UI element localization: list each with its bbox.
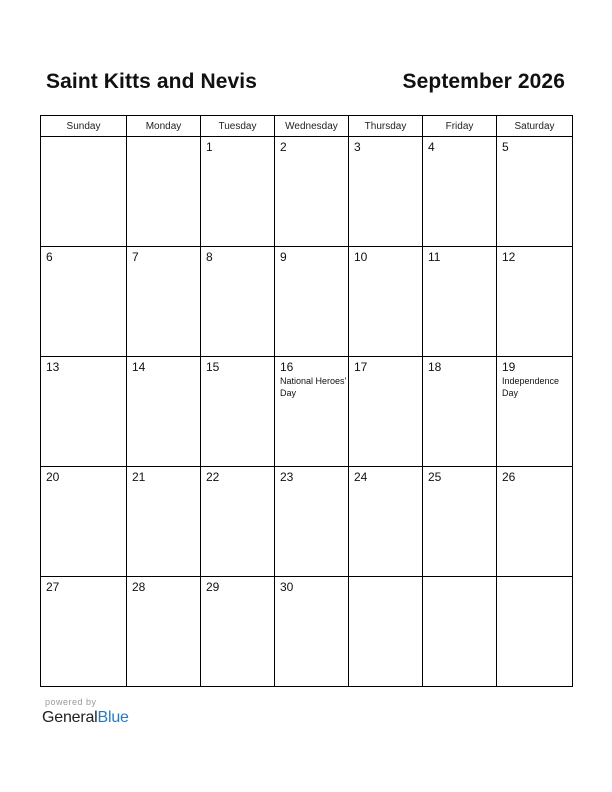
holiday-label: Independence Day <box>502 376 560 398</box>
week-row <box>41 357 573 467</box>
brand-general-text: General <box>42 709 98 726</box>
day-number: 17 <box>354 360 368 374</box>
day-number: 13 <box>46 360 60 374</box>
day-number <box>497 577 572 580</box>
day-cell <box>349 357 423 467</box>
day-number <box>349 577 422 580</box>
weekday-header: Saturday <box>497 116 573 137</box>
day-number: 26 <box>502 470 516 484</box>
day-number: 30 <box>280 580 294 594</box>
holiday-label: National Heroes’ Day <box>280 376 347 398</box>
day-number <box>41 137 126 140</box>
day-cell <box>127 247 201 357</box>
day-cell <box>275 357 349 467</box>
day-cell <box>275 137 349 247</box>
day-cell <box>349 137 423 247</box>
day-number: 4 <box>428 140 435 154</box>
day-cell <box>349 247 423 357</box>
day-cell <box>41 467 127 577</box>
day-number: 1 <box>206 140 213 154</box>
day-number: 2 <box>280 140 287 154</box>
day-cell <box>275 467 349 577</box>
day-cell <box>497 467 573 577</box>
day-cell <box>127 137 201 247</box>
day-number: 6 <box>46 250 53 264</box>
week-row <box>41 467 573 577</box>
day-number: 7 <box>132 250 139 264</box>
day-number: 24 <box>354 470 368 484</box>
day-cell <box>423 357 497 467</box>
day-number: 27 <box>46 580 60 594</box>
weekday-header: Tuesday <box>201 116 275 137</box>
day-cell <box>423 577 497 687</box>
week-row <box>41 247 573 357</box>
day-cell <box>423 247 497 357</box>
day-cell <box>127 577 201 687</box>
day-cell <box>349 577 423 687</box>
calendar-month-title: September 2026 <box>402 70 565 93</box>
day-number: 15 <box>206 360 220 374</box>
day-cell <box>275 577 349 687</box>
day-number: 16 <box>280 360 294 374</box>
day-number: 29 <box>206 580 220 594</box>
weekday-header: Monday <box>127 116 201 137</box>
day-number: 20 <box>46 470 60 484</box>
day-cell <box>41 577 127 687</box>
day-number: 19 <box>502 360 516 374</box>
weekday-header: Thursday <box>349 116 423 137</box>
day-number <box>127 137 200 140</box>
day-number: 9 <box>280 250 287 264</box>
day-cell <box>201 467 275 577</box>
day-cell <box>349 467 423 577</box>
day-cell <box>201 577 275 687</box>
brand-blue-text: Blue <box>97 709 129 726</box>
day-number <box>423 577 496 580</box>
day-cell <box>497 137 573 247</box>
day-cell <box>127 467 201 577</box>
weekday-header-row <box>41 116 573 137</box>
day-number: 14 <box>132 360 146 374</box>
day-cell <box>423 467 497 577</box>
day-cell <box>201 357 275 467</box>
day-number: 23 <box>280 470 294 484</box>
day-cell <box>275 247 349 357</box>
day-number: 11 <box>428 250 441 264</box>
day-cell <box>201 247 275 357</box>
day-number: 12 <box>502 250 516 264</box>
day-number: 5 <box>502 140 509 154</box>
day-number: 28 <box>132 580 146 594</box>
day-cell <box>497 577 573 687</box>
day-number: 22 <box>206 470 220 484</box>
day-number: 8 <box>206 250 213 264</box>
weekday-header: Sunday <box>41 116 127 137</box>
calendar-grid <box>40 115 573 687</box>
weekday-header: Friday <box>423 116 497 137</box>
powered-by-label: powered by <box>45 697 97 707</box>
week-row <box>41 137 573 247</box>
day-cell <box>201 137 275 247</box>
day-number: 10 <box>354 250 368 264</box>
day-number: 3 <box>354 140 361 154</box>
day-cell <box>423 137 497 247</box>
week-row <box>41 577 573 687</box>
day-cell <box>41 357 127 467</box>
calendar-country-title: Saint Kitts and Nevis <box>46 70 257 93</box>
day-cell <box>127 357 201 467</box>
weekday-header: Wednesday <box>275 116 349 137</box>
day-number: 18 <box>428 360 442 374</box>
generalblue-logo <box>42 709 129 727</box>
day-number: 21 <box>132 470 146 484</box>
day-cell <box>497 357 573 467</box>
day-cell <box>497 247 573 357</box>
day-number: 25 <box>428 470 442 484</box>
day-cell <box>41 247 127 357</box>
day-cell <box>41 137 127 247</box>
